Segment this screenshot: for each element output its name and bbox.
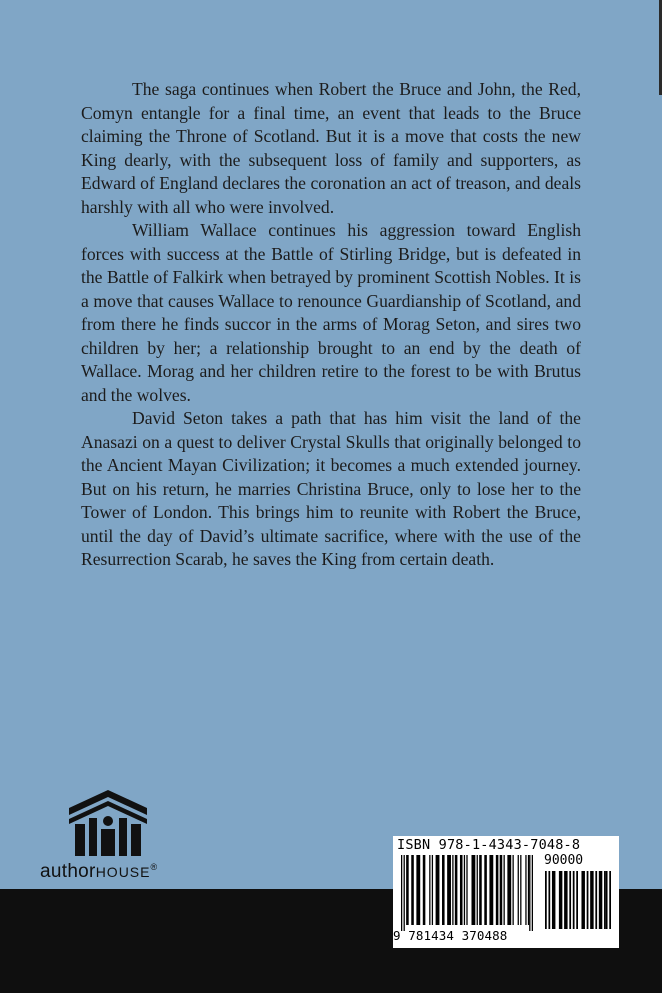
barcode-bar xyxy=(460,855,463,925)
barcode-bar xyxy=(429,855,430,925)
barcode-bar xyxy=(447,855,451,925)
blurb-paragraph-3: David Seton takes a path that has him visit the land of the Anasazi on a quest to deliver Crystal Skulls that originally belonged to the Ancient Mayan Civilization; it becomes a much extended journey. But on his return, he marries Christina Bruce, only to lose her to the Tower of London. This brings him to reunite with Robert the Bruce, until the day of David’s ultimate sacrifice, where with the use of the Resurrection Scarab, he saves the King from certain death. xyxy=(81,408,581,569)
barcode-bar xyxy=(489,855,493,925)
barcode-bar xyxy=(564,871,567,929)
barcode-bar xyxy=(548,871,550,929)
registered-mark: ® xyxy=(150,862,158,872)
addon-code: 90000 xyxy=(544,853,584,868)
barcode-bar xyxy=(513,855,514,925)
barcode-bar xyxy=(532,855,533,931)
barcode-bar xyxy=(432,855,433,925)
barcode-bar xyxy=(479,855,482,925)
barcode-bar xyxy=(477,855,478,925)
blurb-paragraph-2: William Wallace continues his aggression toward English forces with success at the Battle of Stirling Bridge, but is defeated in the Battle of Falkirk when betrayed by prominent Scottish Nobles. It is a move that causes Wallace to renounce Guardianship of Scotland, and from there he finds succor in the arms of Morag Seton, and sires two children by her; a relationship brought to an end by the death of Wallace. Morag and her children retire to the forest to be with Brutus and the wolves. xyxy=(81,220,581,405)
publisher-name-part1: author xyxy=(40,861,96,882)
barcode-bar xyxy=(525,855,526,925)
barcode-bar xyxy=(464,855,465,925)
isbn-label: ISBN 978-1-4343-7048-8 xyxy=(397,837,581,853)
barcode-bar xyxy=(528,855,529,925)
back-cover-blurb xyxy=(81,78,581,572)
ean-barcode-bars xyxy=(401,855,533,931)
barcode-bar xyxy=(507,855,511,925)
barcode-bar xyxy=(581,871,584,929)
barcode-bar xyxy=(590,871,593,929)
blurb-paragraph-1: The saga continues when Robert the Bruce and John, the Red, Comyn entangle for a final time, an event that leads to the Bruce claiming the Throne of Scotland. But it is a move that costs the new King dearly, with the subsequent loss of family and supporters, as Edward of England declares the coronation an act of treason, and deals harshly with all who were involved. xyxy=(81,79,581,217)
barcode-bar xyxy=(606,871,608,929)
barcode-bar xyxy=(484,855,487,925)
barcode-bar xyxy=(599,871,602,929)
barcode-bar xyxy=(411,855,414,925)
barcode-bar xyxy=(406,855,409,925)
barcode-bar xyxy=(436,855,440,925)
barcode-bar xyxy=(416,855,420,925)
barcode-digits: 9 781434 370488 xyxy=(393,928,508,943)
barcode-bar xyxy=(576,871,578,929)
barcode-bar xyxy=(404,855,405,931)
barcode-bar xyxy=(504,855,505,925)
barcode-bar xyxy=(452,855,453,925)
isbn-barcode xyxy=(393,836,619,948)
barcode-bar xyxy=(559,871,562,929)
barcode-bar xyxy=(442,855,445,925)
authorhouse-logo-icon xyxy=(67,788,149,858)
barcode-bar xyxy=(466,855,467,925)
barcode-bar xyxy=(423,855,426,925)
publisher-logo xyxy=(40,788,190,888)
barcode-bar xyxy=(500,855,503,925)
publisher-wordmark xyxy=(40,861,157,883)
barcode-bar xyxy=(545,871,547,929)
barcode-bar xyxy=(401,855,402,931)
barcode-bar xyxy=(595,871,597,929)
barcode-bar xyxy=(520,855,521,925)
addon-barcode-bars xyxy=(545,871,611,929)
barcode-bar xyxy=(609,871,611,929)
barcode-bar xyxy=(587,871,589,929)
barcode-bar xyxy=(496,855,499,925)
barcode-bar xyxy=(604,871,606,929)
barcode-bar xyxy=(518,855,519,925)
barcode-bar xyxy=(552,871,555,929)
barcode-bar xyxy=(573,871,575,929)
barcode-bar xyxy=(471,855,475,925)
publisher-name-part2: HOUSE xyxy=(95,864,151,880)
barcode-bar xyxy=(569,871,571,929)
barcode-bar xyxy=(455,855,458,925)
barcode-bar xyxy=(529,855,530,931)
